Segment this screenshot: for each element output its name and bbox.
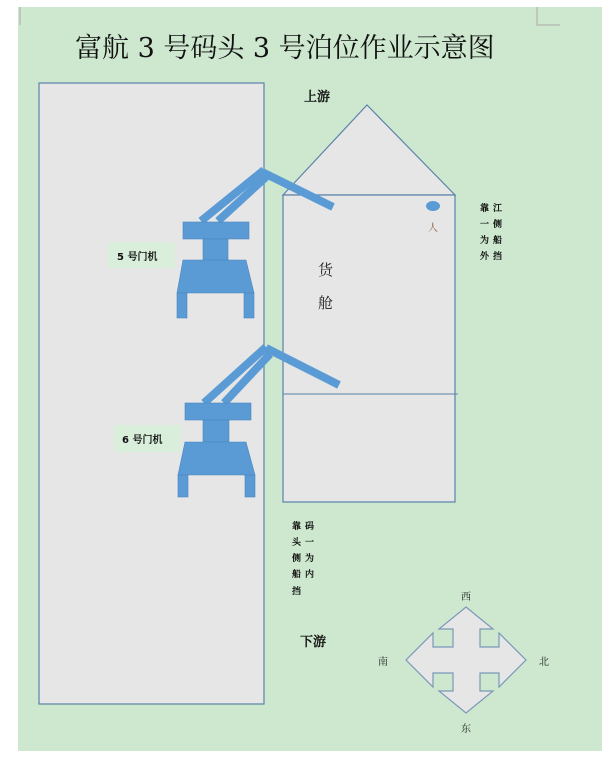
compass-left-label: 南: [378, 657, 388, 668]
crane-leg: [244, 293, 254, 318]
crane-base: [178, 442, 255, 475]
crane-base: [177, 260, 254, 293]
compass-top-label: 西: [461, 592, 471, 603]
page-title: 富航 3 号码头 3 号泊位作业示意图: [75, 33, 495, 64]
note-row: 一侧: [480, 220, 507, 230]
note-row: 船内: [292, 570, 319, 580]
compass-bottom-label: 东: [461, 724, 471, 735]
ship-hull: [283, 195, 455, 502]
downstream-label: 下游: [300, 635, 327, 650]
crane-6-label: 6 号门机: [122, 435, 163, 446]
person-label: 人: [428, 223, 438, 234]
crane-mast: [203, 239, 228, 260]
crane-beam: [185, 403, 251, 420]
compass-right-label: 北: [539, 657, 549, 668]
hold-label-1: 货: [318, 261, 334, 279]
note-row: 靠码: [292, 522, 319, 532]
note-row: 为船: [480, 236, 507, 246]
note-row: 靠江: [480, 204, 507, 214]
crane-mast: [203, 420, 229, 442]
note-row: 挡: [292, 587, 306, 597]
note-row: 外挡: [480, 252, 507, 262]
person-icon: [426, 201, 440, 211]
crane-leg: [245, 475, 255, 497]
crane-leg: [178, 475, 188, 497]
upstream-label: 上游: [304, 90, 331, 105]
crane-leg: [177, 293, 187, 318]
crane-beam: [183, 222, 249, 239]
note-row: 头一: [292, 538, 319, 548]
note-row: 侧为: [292, 554, 319, 564]
hold-label-2: 舱: [318, 294, 334, 312]
crane-5-label: 5 号门机: [117, 252, 158, 263]
